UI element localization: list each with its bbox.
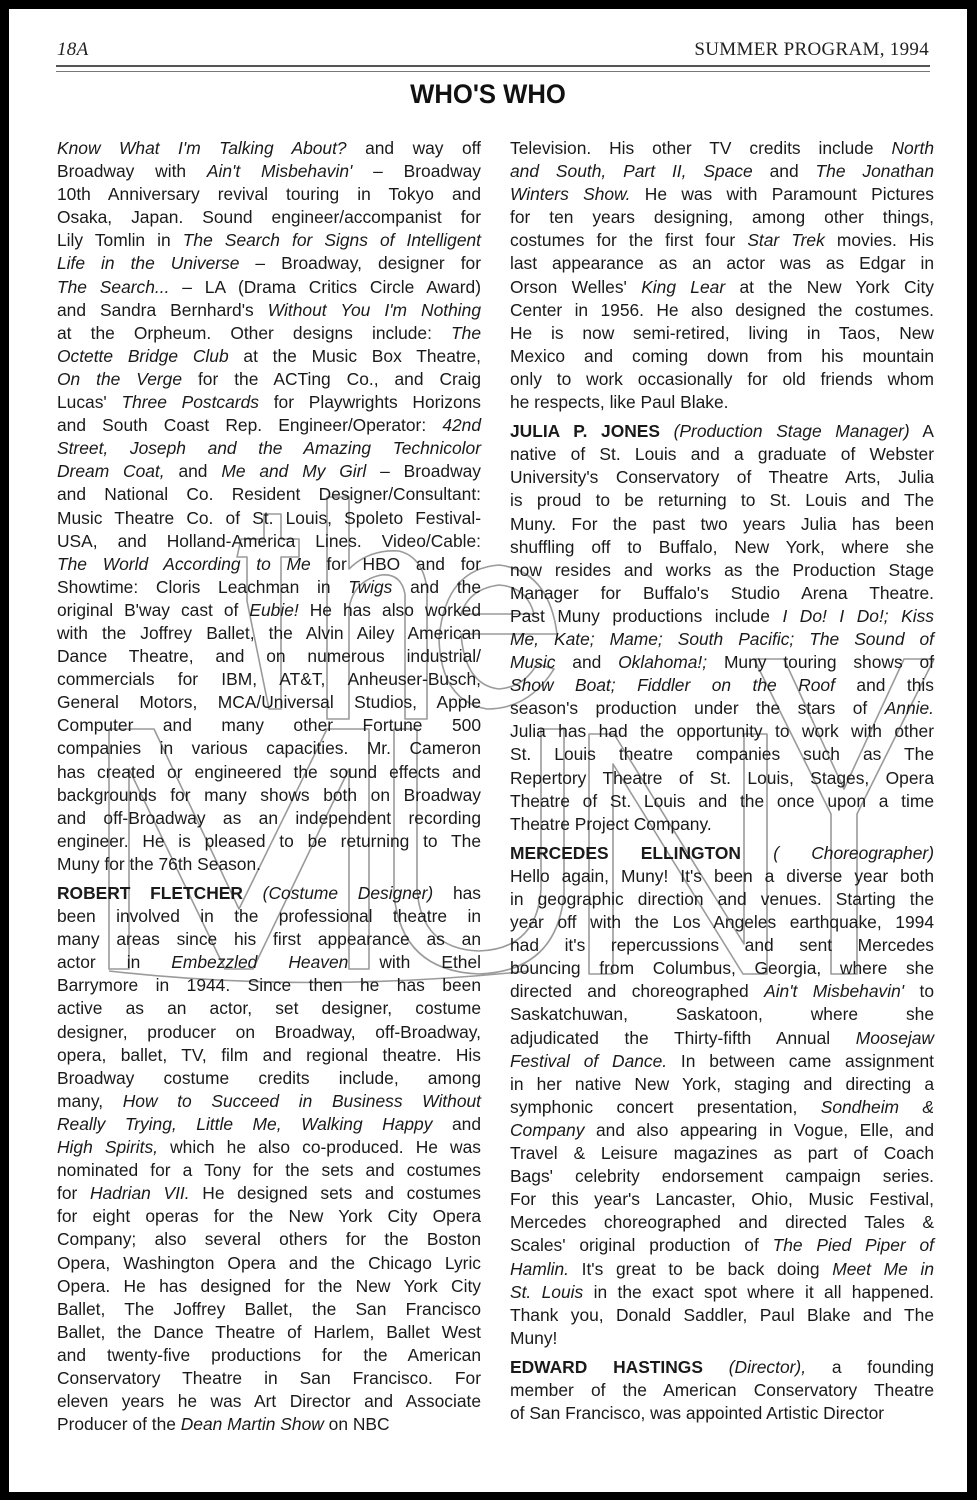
italic-title: Oklahoma!; (618, 652, 708, 673)
text-line (510, 934, 934, 957)
italic-title: Star Trek (747, 230, 825, 251)
body-text: University's Conservatory of Theatre Arts, Julia (510, 467, 934, 488)
body-text: and National Co. Resident Designer/Consultant: (57, 484, 481, 505)
italic-title: The World According to Me (57, 553, 311, 574)
italic-title: Moosejaw (855, 1027, 934, 1048)
body-text: Repertory Theatre of St. Louis, Stages, Opera (510, 767, 934, 788)
body-text: Broadway with (57, 161, 207, 182)
italic-title: Sondheim & (820, 1096, 934, 1117)
text-line (57, 784, 481, 807)
text-line (510, 513, 934, 536)
text-line (57, 345, 481, 368)
body-text: nominated for a Tony for the sets and costumes (57, 1160, 481, 1181)
text-line (510, 276, 934, 299)
text-line (57, 1390, 481, 1413)
body-text: of San Francisco, was appointed Artistic Director (510, 1403, 885, 1424)
body-text: Thank you, Donald Saddler, Paul Blake and The (510, 1304, 934, 1325)
text-line (57, 576, 481, 599)
italic-title: Dream Coat, (57, 461, 165, 482)
text-line (510, 252, 934, 275)
text-line (510, 674, 934, 697)
body-text: Muny! (510, 1327, 558, 1348)
body-text: Showtime: Cloris Leachman in (57, 576, 349, 597)
body-text: Opera. He has designed for the New York City (57, 1275, 481, 1296)
text-line (57, 974, 481, 997)
body-text: Lucas' (57, 392, 122, 413)
body-text: he respects, like Paul Blake. (510, 392, 729, 413)
italic-title: I Do! I Do!; Kiss (782, 605, 934, 626)
italic-title: Street, Joseph and the Amazing Technicolor (57, 438, 481, 459)
person-name: EDWARD HASTINGS (510, 1356, 729, 1377)
text-line (510, 1142, 934, 1165)
text-line (510, 391, 934, 414)
text-line (510, 1119, 934, 1142)
italic-title: Really Trying, Little Me, Walking Happy (57, 1113, 433, 1134)
body-text: It's great to be back doing (568, 1258, 833, 1279)
body-text: has created or engineered the sound effects and (57, 761, 481, 782)
italic-title: (Costume Designer) (262, 883, 434, 903)
italic-title: 42nd (442, 415, 481, 436)
text-line (510, 420, 934, 443)
person-name: ROBERT FLETCHER (57, 883, 263, 903)
document-page (9, 9, 967, 1492)
italic-title: Me, Kate; Mame; South Pacific; The Sound of (510, 628, 934, 649)
text-line (57, 368, 481, 391)
text-line (57, 905, 481, 928)
italic-title: Meet Me in (832, 1258, 934, 1279)
header-rule-top (56, 65, 930, 67)
body-text: Producer of the (57, 1414, 181, 1435)
text-line (510, 160, 934, 183)
body-text: with the Joffrey Ballet, the Alvin Ailey American (57, 622, 481, 643)
text-line (510, 1050, 934, 1073)
body-text: and (752, 161, 816, 182)
text-line (510, 1356, 934, 1379)
body-text: A (909, 421, 934, 442)
body-text: For this year's Lancaster, Ohio, Music Festival, (510, 1189, 934, 1210)
text-line (57, 1159, 481, 1182)
text-line (57, 507, 481, 530)
italic-title: High Spirits, (57, 1137, 159, 1158)
italic-title: The Jonathan (815, 161, 934, 182)
body-text: member of the American Conservatory Theatre (510, 1379, 934, 1400)
text-line (510, 559, 934, 582)
italic-title: On the Verge (57, 368, 183, 389)
body-text: for HBO and for (310, 553, 481, 574)
text-line (57, 1182, 481, 1205)
page-title: WHO'S WHO (410, 79, 566, 109)
body-text: which he also co-produced. He was (158, 1137, 481, 1158)
text-line (510, 322, 934, 345)
text-line (510, 466, 934, 489)
text-line (57, 160, 481, 183)
body-text: companies in various capacities. Mr. Cameron (57, 738, 481, 759)
body-text: and (432, 1113, 481, 1134)
italic-title: Hamlin. (510, 1258, 569, 1279)
text-line (57, 437, 481, 460)
italic-title: The (451, 322, 481, 343)
body-text: Osaka, Japan. Sound engineer/accompanist for (57, 207, 481, 228)
text-line (510, 1003, 934, 1026)
body-text: and (164, 461, 222, 482)
text-line (510, 720, 934, 743)
text-line (57, 1252, 481, 1275)
text-line (57, 951, 481, 974)
body-text: many, (57, 1090, 123, 1111)
bio-entry (57, 882, 481, 1436)
body-text: active as an actor, set designer, costume (57, 998, 481, 1019)
italic-title: Me and My Girl (221, 461, 367, 482)
text-line (510, 651, 934, 674)
body-text: Muny. For the past two years Julia has been (510, 513, 934, 534)
body-text: now resides and works as the Production Stage (510, 559, 934, 580)
text-line (510, 697, 934, 720)
body-text: backgrounds for many shows both on Broadway (57, 784, 481, 805)
body-text: season's production under the stars of (510, 698, 885, 719)
text-line (510, 1379, 934, 1402)
body-text: Travel & Leisure magazines as part of Coach (510, 1143, 934, 1164)
body-text: He is now semi-retired, living in Taos, New (510, 322, 934, 343)
italic-title: Eubie! (249, 599, 299, 620)
left-column (57, 137, 481, 1436)
body-text: Mercedes choreographed and directed Tales & (510, 1212, 934, 1233)
body-text: in her native New York, staging and directing a (510, 1073, 934, 1094)
body-text: Conservatory Theatre in San Francisco. For (57, 1367, 481, 1388)
body-text: is proud to be returning to St. Louis and The (510, 490, 934, 511)
italic-title: How to Succeed in Business Without (122, 1090, 481, 1111)
text-line (57, 1090, 481, 1113)
text-line (57, 299, 481, 322)
body-text: has (433, 883, 481, 903)
text-line (510, 813, 934, 836)
bio-entry (510, 1356, 934, 1425)
italic-title: (Production Stage Manager) (673, 421, 910, 442)
body-text: last appearance as an actor was as Edgar in (510, 253, 934, 274)
body-text: Past Muny productions include (510, 605, 783, 626)
italic-title: St. Louis (510, 1281, 584, 1302)
bio-continuation (510, 137, 934, 414)
body-text: Scales' original production of (510, 1235, 773, 1256)
text-line (510, 790, 934, 813)
right-column (510, 137, 934, 1425)
text-line (510, 865, 934, 888)
body-text: and (555, 652, 619, 673)
body-text: and the (392, 576, 481, 597)
text-line (57, 997, 481, 1020)
body-text: for ten years designing, among other things, (510, 207, 934, 228)
text-line (510, 1073, 934, 1096)
body-text: – Broadway, designer for (239, 253, 481, 274)
body-text: in the exact spot where it all happened. (583, 1281, 935, 1302)
body-text: Muny for the 76th Season. (57, 853, 261, 874)
body-text: Barrymore in 1944. Since then he has been (57, 975, 481, 996)
body-text: year off with the Los Angeles earthquake, 1994 (510, 912, 934, 933)
italic-title: The Search... (57, 276, 170, 297)
text-line (510, 1327, 934, 1350)
body-text: Dance Theatre, and on numerous industrial/ (57, 646, 481, 667)
italic-title: Octette Bridge Club (57, 345, 229, 366)
body-text: designer, producer on Broadway, off-Broadway, (57, 1021, 481, 1042)
text-line (510, 137, 934, 160)
text-line (57, 1367, 481, 1390)
body-text: many areas since his first appearance as an (57, 929, 481, 950)
italic-title: Dean Martin Show (180, 1414, 324, 1435)
text-line (510, 1027, 934, 1050)
text-line (57, 645, 481, 668)
body-text: directed and choreographed (510, 981, 765, 1002)
body-text: and way off (346, 138, 481, 158)
text-line (57, 1021, 481, 1044)
body-text: costumes for the first four (510, 230, 748, 251)
body-text: He has also worked (298, 599, 482, 620)
text-line (57, 229, 481, 252)
text-line (57, 737, 481, 760)
text-line (510, 911, 934, 934)
text-line (510, 1304, 934, 1327)
body-text: Broadway costume credits include, among (57, 1067, 481, 1088)
body-text: eleven years he was Art Director and Associate (57, 1391, 481, 1412)
text-line (510, 743, 934, 766)
text-line (510, 1234, 934, 1257)
text-line (57, 1067, 481, 1090)
text-line (57, 622, 481, 645)
text-line (57, 1413, 481, 1436)
italic-title: Without You I'm Nothing (267, 299, 481, 320)
italic-title: Ain't Misbehavin' (206, 161, 353, 182)
body-text: native of St. Louis and a graduate of Webster (510, 444, 934, 465)
body-text: Hello again, Muny! It's been a diverse year both (510, 865, 934, 886)
text-line (510, 345, 934, 368)
text-line (510, 229, 934, 252)
text-line (57, 668, 481, 691)
text-line (510, 206, 934, 229)
text-line (510, 767, 934, 790)
body-text: on NBC (323, 1414, 390, 1435)
person-name: MERCEDES ELLINGTON (510, 842, 774, 863)
italic-title: ( Choreographer) (773, 842, 934, 863)
text-line (57, 414, 481, 437)
text-line (57, 853, 481, 876)
body-text: Muny touring shows of (707, 652, 935, 673)
text-line (57, 807, 481, 830)
body-text: Theatre of St. Louis and the once upon a time (510, 790, 934, 811)
text-line (57, 206, 481, 229)
text-line (510, 1402, 934, 1425)
italic-title: Three Postcards (121, 392, 259, 413)
italic-title: Ain't Misbehavin' (764, 981, 905, 1002)
text-line (57, 761, 481, 784)
text-line (57, 1321, 481, 1344)
body-text: had it's repercussions and sent Mercedes (510, 935, 934, 956)
text-line (510, 1281, 934, 1304)
body-text: Television. His other TV credits include (510, 138, 892, 158)
body-text: actor in (57, 952, 172, 973)
body-text: Opera, Washington Opera and the Chicago Lyric (57, 1252, 481, 1273)
italic-title: Show Boat; Fiddler on the Roof (510, 675, 835, 696)
body-text: at the Orpheum. Other designs include: (57, 322, 452, 343)
text-line (57, 928, 481, 951)
text-line (57, 252, 481, 275)
text-line (57, 882, 481, 905)
italic-title: The Search for Signs of Intelligent (182, 230, 481, 251)
body-text: adjudicated the Thirty-fifth Annual (510, 1027, 856, 1048)
italic-title: The Pied Piper of (772, 1235, 934, 1256)
body-text: for Playwrights Horizons (258, 392, 482, 413)
body-text: Ballet, the Dance Theatre of Harlem, Ballet West (57, 1321, 481, 1342)
italic-title: Embezzled Heaven (171, 952, 349, 973)
italic-title: (Director), (728, 1356, 807, 1377)
body-text: at the Music Box Theatre, (228, 345, 481, 366)
body-text: – Broadway (352, 161, 481, 182)
body-text: in geographic direction and venues. Starting the (510, 889, 934, 909)
text-line (57, 1228, 481, 1251)
body-text: In between came assignment (667, 1050, 934, 1071)
body-text: only to work occasionally for old friends whom (510, 368, 934, 389)
body-text: Julia has had the opportunity to work with other (510, 721, 934, 742)
text-line (57, 530, 481, 553)
italic-title: Winters Show. (510, 184, 631, 205)
text-line (510, 1096, 934, 1119)
body-text: Saskatchuwan, Saskatoon, where she (510, 1004, 934, 1025)
text-line (510, 1165, 934, 1188)
text-line (510, 605, 934, 628)
text-line (57, 553, 481, 576)
body-text: and South Coast Rep. Engineer/Operator: (57, 415, 443, 436)
italic-title: Company (510, 1119, 585, 1140)
italic-title: Twigs (348, 576, 393, 597)
text-line (57, 1205, 481, 1228)
text-line (57, 276, 481, 299)
body-text: Center in 1956. He also designed the costumes. (510, 299, 934, 320)
body-text: Lily Tomlin in (57, 230, 183, 251)
text-line (510, 980, 934, 1003)
body-text: Orson Welles' (510, 276, 642, 297)
text-line (510, 489, 934, 512)
body-text: General Motors, MCA/Universal Studios, Apple (57, 692, 481, 713)
text-line (510, 443, 934, 466)
text-line (57, 1113, 481, 1136)
italic-title: Life in the Universe (57, 253, 240, 274)
running-title: SUMMER PROGRAM, 1994 (694, 39, 929, 60)
body-text: Mexico and coming down from his mountain (510, 345, 934, 366)
text-line (57, 599, 481, 622)
text-line (57, 1298, 481, 1321)
text-line (510, 888, 934, 911)
text-line (57, 1275, 481, 1298)
text-line (510, 536, 934, 559)
body-text: with Ethel (348, 952, 481, 973)
body-text: Music Theatre Co. of St. Louis, Spoleto Festival- (57, 507, 481, 528)
person-name: JULIA P. JONES (510, 421, 674, 442)
text-line (510, 299, 934, 322)
italic-title: Hadrian VII. (89, 1183, 190, 1204)
italic-title: King Lear (641, 276, 726, 297)
bio-entry (510, 420, 934, 836)
italic-title: North (891, 138, 934, 158)
body-text: engineer. He is pleased to be returning to The (57, 830, 481, 851)
text-line (510, 1188, 934, 1211)
body-text: symphonic concert presentation, (510, 1096, 821, 1117)
bio-continuation (57, 137, 481, 876)
text-line (57, 460, 481, 483)
text-line (57, 714, 481, 737)
text-line (57, 137, 481, 160)
text-line (57, 391, 481, 414)
italic-title: Annie. (884, 698, 934, 719)
body-text: for (57, 1183, 90, 1204)
body-text: Ballet, The Joffrey Ballet, the San Francisco (57, 1298, 481, 1319)
text-line (510, 582, 934, 605)
italic-title: Festival of Dance. (510, 1050, 668, 1071)
body-text: movies. His (824, 230, 935, 251)
body-text: St. Louis theatre companies such as The (510, 744, 934, 765)
italic-title: Know What I'm Talking About? (57, 138, 347, 158)
text-line (510, 368, 934, 391)
body-text: and twenty-five productions for the American (57, 1344, 481, 1365)
body-text: opera, ballet, TV, film and regional theatre. His (57, 1044, 481, 1065)
bio-entry (510, 842, 934, 1350)
body-text: Computer and many other Fortune 500 (57, 715, 481, 736)
body-text: and this (834, 675, 934, 696)
body-text: and Sandra Bernhard's (57, 299, 268, 320)
text-line (57, 183, 481, 206)
body-text: Company; also several others for the Boston (57, 1229, 481, 1250)
text-line (57, 1044, 481, 1067)
body-text: shuffling off to Buffalo, New York, where she (510, 536, 934, 557)
header-rule-bottom (56, 71, 930, 72)
italic-title: and South, Part II, Space (510, 161, 753, 182)
body-text: Theatre Project Company. (510, 813, 712, 834)
text-line (510, 842, 934, 865)
body-text: to (904, 981, 934, 1002)
body-text: and off-Broadway as an independent recording (57, 807, 481, 828)
body-text: Bags' celebrity endorsement campaign series. (510, 1166, 934, 1187)
body-text: and also appearing in Vogue, Elle, and (584, 1119, 934, 1140)
body-text: He designed sets and costumes (189, 1183, 482, 1204)
body-text: He was with Paramount Pictures (630, 184, 934, 205)
text-line (510, 1258, 934, 1281)
body-text: commercials for IBM, AT&T, Anheuser-Busch, (57, 669, 481, 690)
text-line (57, 483, 481, 506)
page-number: 18A (57, 39, 89, 60)
text-line (57, 1136, 481, 1159)
body-text: for the ACTing Co., and Craig (182, 368, 481, 389)
text-line (510, 628, 934, 651)
body-text: Manager for Buffalo's Studio Arena Theatre. (510, 582, 934, 603)
text-line (57, 322, 481, 345)
body-text: for eight operas for the New York City Opera (57, 1206, 481, 1227)
body-text: USA, and Holland-America Lines. Video/Cable: (57, 530, 481, 551)
text-line (510, 1211, 934, 1234)
body-text: at the New York City (725, 276, 934, 297)
text-line (57, 1344, 481, 1367)
body-text: been involved in the professional theatre in (57, 906, 481, 927)
body-text: – Broadway (366, 461, 482, 482)
italic-title: Music (510, 652, 556, 673)
body-text: bouncing from Columbus, Georgia, where she (510, 958, 934, 979)
body-text: a founding (806, 1356, 935, 1377)
body-text: original B'way cast of (57, 599, 250, 620)
text-line (57, 691, 481, 714)
body-text: 10th Anniversary revival touring in Tokyo and (57, 184, 481, 205)
text-line (510, 183, 934, 206)
text-line (510, 957, 934, 980)
text-line (57, 830, 481, 853)
body-text: – LA (Drama Critics Circle Award) (169, 276, 482, 297)
